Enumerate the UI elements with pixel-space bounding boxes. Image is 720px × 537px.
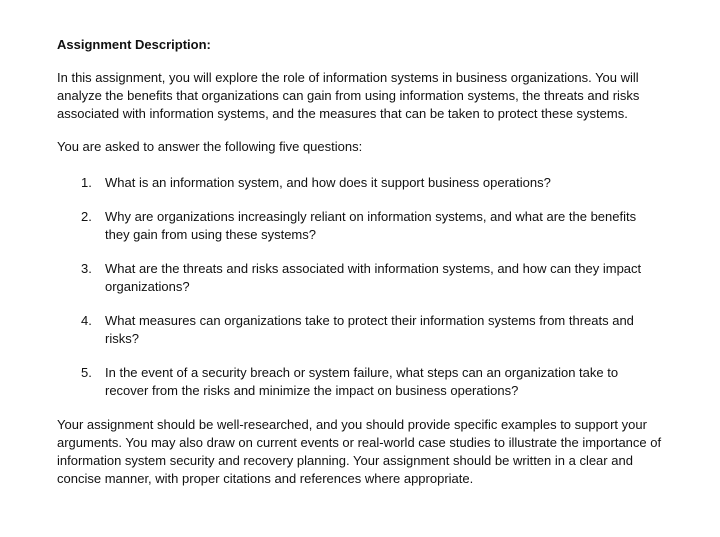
closing-paragraph: Your assignment should be well-researched, and you should provide specific examples to support your arguments. You may also draw on current events or real-world case studies to illustrate the importance of information system security and recovery planning. Your assignment should be written in a clear and concise manner, with proper citations and references where appropriate. [57,417,662,486]
questions-list [57,174,664,400]
question-text: What is an information system, and how does it support business operations? [105,175,551,190]
question-item [57,312,664,348]
question-text: In the event of a security breach or system failure, what steps can an organization take to recover from the risks and minimize the impact on business operations? [105,365,619,398]
question-item [57,208,664,244]
question-number: 5. [81,365,92,380]
question-number: 3. [81,261,92,276]
question-number: 2. [81,209,92,224]
intro-paragraph: In this assignment, you will explore the role of information systems in business organizations. You will analyze the benefits that organizations can gain from using information systems, the threats and risks associated with information systems, and the measures that can be taken to protect these systems. [57,70,640,121]
question-text: Why are organizations increasingly reliant on information systems, and what are the benefits they gain from using these systems? [105,209,637,242]
question-text: What are the threats and risks associated with information systems, and how can they impact organizations? [105,261,642,294]
question-number: 4. [81,313,92,328]
question-item [57,260,664,296]
question-item [57,364,664,400]
question-item [57,174,664,192]
question-text: What measures can organizations take to protect their information systems from threats and risks? [105,313,634,346]
assignment-heading: Assignment Description: [57,37,211,52]
questions-lead-in: You are asked to answer the following five questions: [57,139,363,154]
question-number: 1. [81,175,92,190]
